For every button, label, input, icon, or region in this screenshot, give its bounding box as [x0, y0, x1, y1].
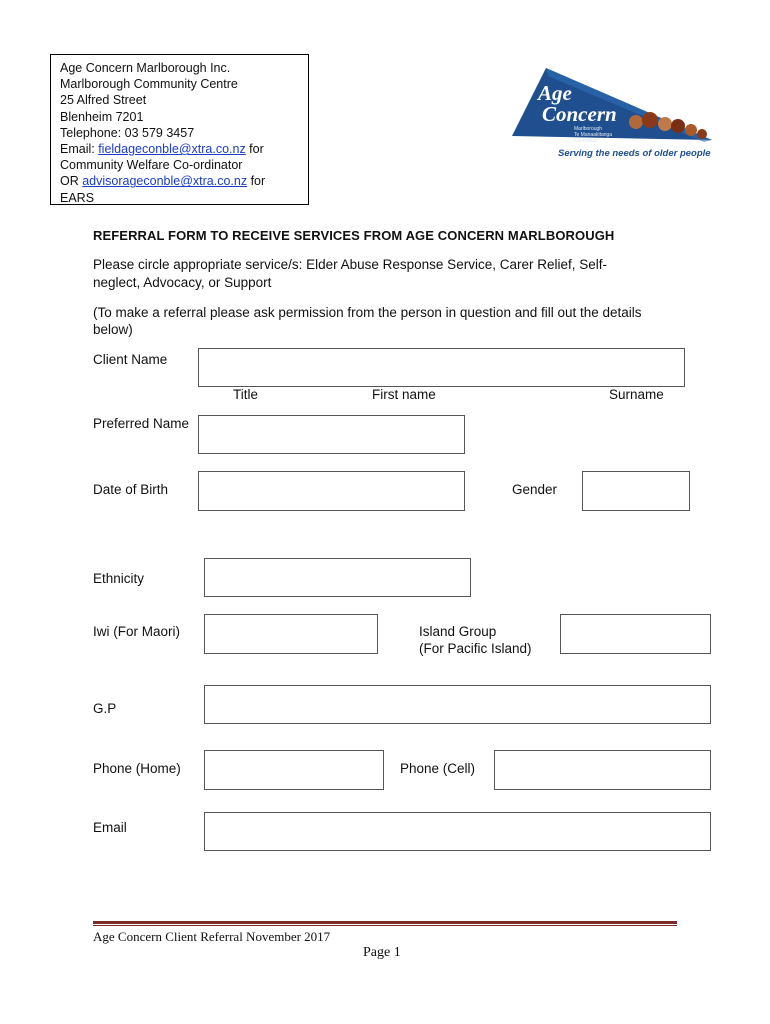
phone-home-field[interactable] [204, 750, 384, 790]
dob-label: Date of Birth [93, 482, 169, 497]
form-title: REFERRAL FORM TO RECEIVE SERVICES FROM AGE CONCERN MARLBOROUGH [93, 228, 615, 243]
phone-cell-label: Phone (Cell) [400, 761, 476, 776]
ethnicity-label: Ethnicity [93, 571, 145, 586]
email-suffix-2: for [247, 174, 266, 189]
address-role-2: EARS [60, 190, 95, 205]
preferred-name-field[interactable] [198, 415, 465, 454]
logo-small-3: Kaumātua [574, 138, 597, 144]
services-line-1: Please circle appropriate service/s: Elder Abuse Response Service, Carer Relief, Self- [93, 257, 607, 272]
address-line-2: Marlborough Community Centre [60, 77, 238, 92]
gender-field[interactable] [582, 471, 690, 511]
island-group-field[interactable] [560, 614, 711, 654]
iwi-field[interactable] [204, 614, 378, 654]
email-label: Email [93, 820, 127, 835]
address-line-3: 25 Alfred Street [60, 93, 147, 108]
client-name-field[interactable] [198, 348, 685, 387]
address-line-4: Blenheim 7201 [60, 109, 144, 124]
address-phone: Telephone: 03 579 3457 [60, 125, 195, 140]
age-concern-logo [508, 64, 718, 162]
gender-label: Gender [512, 482, 558, 497]
address-or-row [60, 173, 308, 189]
logo-graphic [508, 64, 718, 162]
ethnicity-field[interactable] [204, 558, 471, 597]
island-group-sublabel: (For Pacific Island) [419, 641, 532, 656]
address-block [50, 54, 309, 205]
address-line-1: Age Concern Marlborough Inc. [60, 61, 231, 75]
footer-text: Age Concern Client Referral November 2017 [93, 929, 331, 944]
title-sublabel: Title [233, 387, 259, 402]
logo-tagline: Serving the needs of older people [558, 148, 711, 159]
gp-field[interactable] [204, 685, 711, 724]
surname-sublabel: Surname [609, 387, 664, 402]
or-prefix: OR [60, 174, 83, 189]
footer-rule-thin [93, 925, 677, 926]
phone-home-label: Phone (Home) [93, 761, 181, 776]
address-role-1: Community Welfare Co-ordinator [60, 158, 243, 173]
email-suffix-1: for [245, 142, 264, 157]
email-link-welfare[interactable]: fieldageconble@xtra.co.nz [98, 142, 246, 157]
logo-word-2: Concern [542, 102, 617, 126]
client-name-label: Client Name [93, 352, 168, 367]
footer-rule-thick [93, 921, 677, 924]
email-prefix: Email: [60, 142, 99, 157]
email-link-ears[interactable]: advisorageconble@xtra.co.nz [82, 174, 248, 189]
gp-label: G.P [93, 701, 117, 716]
services-line-2: neglect, Advocacy, or Support [93, 275, 272, 290]
phone-cell-field[interactable] [494, 750, 711, 790]
instructions-line-2: below) [93, 322, 133, 337]
page-number: Page 1 [363, 945, 401, 960]
dob-field[interactable] [198, 471, 465, 511]
logo-small-1: Marlborough [574, 126, 603, 132]
preferred-name-label: Preferred Name [93, 416, 190, 431]
island-group-label: Island Group [419, 624, 497, 639]
logo-word-1: Age [538, 81, 572, 105]
logo-small-2: Te Manaakitanga [574, 132, 613, 138]
first-name-sublabel: First name [372, 387, 436, 402]
address-email-row [60, 141, 308, 157]
iwi-label: Iwi (For Maori) [93, 624, 180, 639]
email-field[interactable] [204, 812, 711, 851]
instructions-line-1: (To make a referral please ask permission from the person in question and fill out the details [93, 305, 642, 320]
